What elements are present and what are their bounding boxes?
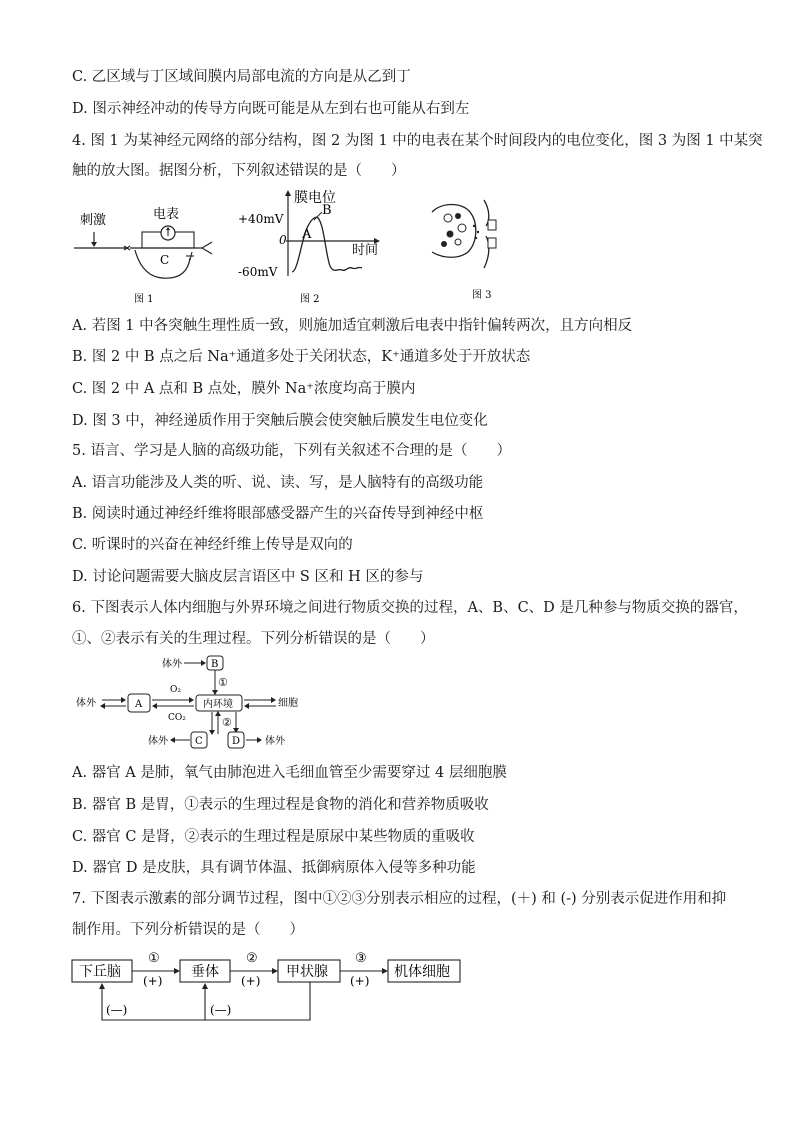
q6-internal-environment-label: 内环境 [203, 699, 233, 710]
q7-plus-3: (+) [350, 974, 370, 988]
q3-option-c: C. 乙区域与丁区域间膜内局部电流的方向是从乙到丁 [72, 69, 411, 85]
q7-hypothalamus-label: 下丘脑 [79, 964, 121, 980]
fig2-point-a: A [302, 227, 312, 242]
fig2-y-label: 膜电位 [294, 190, 336, 206]
fig1-stimulus-label: 刺激 [80, 213, 107, 228]
q6-co2-label: CO₂ [168, 713, 186, 723]
fig1-caption: 图 1 [134, 294, 154, 305]
q6-organ-b-label: B [211, 659, 219, 670]
q7-pituitary-label: 垂体 [191, 964, 219, 980]
q4-stem-line1: 4. 图 1 为某神经元网络的部分结构，图 2 为图 1 中的电表在某个时间段内的电位变化，图 3 为图 1 中某突 [72, 133, 763, 149]
q6-organ-a-label: A [135, 699, 143, 710]
q6-outside-left: 体外 [76, 698, 96, 709]
q6-organ-d-label: D [232, 736, 241, 747]
fig3-presynaptic-terminal [432, 205, 476, 258]
q6-option-d: D. 器官 D 是皮肤，具有调节体温、抵御病原体入侵等多种功能 [72, 860, 476, 876]
fig2-x-label: 时间 [352, 243, 379, 258]
q6-outside-top: 体外 [162, 659, 182, 670]
q6-outside-c: 体外 [148, 736, 168, 747]
q7-step-2: ② [246, 951, 258, 966]
q6-process-2: ② [222, 716, 232, 729]
q4-figure-3 [428, 196, 528, 306]
q7-minus-2: (—) [210, 1003, 232, 1017]
q6-organ-c-label: C [195, 736, 203, 747]
fig1-meter-label: 电表 [153, 207, 180, 222]
q4-stem-line2: 触的放大图。据图分析，下列叙述错误的是（ ） [72, 163, 406, 179]
q6-o2-label: O₂ [170, 685, 181, 695]
q6-option-c: C. 器官 C 是肾，②表示的生理过程是原尿中某些物质的重吸收 [72, 829, 475, 845]
fig2-tick-zero: 0 [279, 233, 287, 247]
fig3-postsynaptic-membrane [484, 200, 489, 268]
q6-outside-d: 体外 [265, 736, 285, 747]
q4-option-a: A. 若图 1 中各突触生理性质一致，则施加适宜刺激后电表中指针偏转两次，且方向相反 [72, 318, 633, 334]
q6-exchange-diagram [72, 654, 332, 754]
q7-step-1: ① [148, 951, 160, 966]
q5-option-a: A. 语言功能涉及人类的听、说、读、写，是人脑特有的高级功能 [72, 475, 484, 491]
q5-option-d: D. 讨论问题需要大脑皮层言语区中 S 区和 H 区的参与 [72, 569, 424, 585]
q4-figure-1 [72, 198, 222, 306]
q7-step-3: ③ [355, 951, 367, 966]
q6-stem-line2: ①、②表示有关的生理过程。下列分析错误的是（ ） [72, 631, 435, 647]
q4-option-c: C. 图 2 中 A 点和 B 点处，膜外 Na⁺浓度均高于膜内 [72, 381, 416, 397]
q7-stem-line2: 制作用。下列分析错误的是（ ） [72, 922, 304, 938]
q7-body-cells-label: 机体细胞 [394, 964, 450, 980]
q7-thyroid-label: 甲状腺 [286, 964, 328, 980]
fig1-point-c: C [160, 253, 170, 267]
q4-option-b: B. 图 2 中 B 点之后 Na⁺通道多处于关闭状态，K⁺通道多处于开放状态 [72, 349, 531, 365]
q6-option-b: B. 器官 B 是胃，①表示的生理过程是食物的消化和营养物质吸收 [72, 797, 489, 813]
q7-stem-line1: 7. 下图表示激素的部分调节过程，图中①②③分别表示相应的过程，(＋) 和 (-) 分别表示促进作用和抑 [72, 891, 727, 907]
q7-minus-1: (—) [106, 1003, 128, 1017]
q3-option-d: D. 图示神经冲动的传导方向既可能是从左到右也可能从右到左 [72, 101, 470, 117]
fig2-point-b: B [322, 203, 332, 218]
q7-plus-2: (+) [241, 974, 261, 988]
q5-stem: 5. 语言、学习是人脑的高级功能，下列有关叙述不合理的是（ ） [72, 443, 511, 459]
q4-option-d: D. 图 3 中，神经递质作用于突触后膜会使突触后膜发生电位变化 [72, 413, 488, 429]
fig3-caption: 图 3 [472, 290, 492, 301]
q7-plus-1: (+) [143, 974, 163, 988]
q6-option-a: A. 器官 A 是肺，氧气由肺泡进入毛细血管至少需要穿过 4 层细胞膜 [72, 765, 507, 781]
fig2-tick-minus60: -60mV [238, 265, 278, 279]
q4-figure-2 [236, 186, 396, 308]
q6-process-1: ① [218, 676, 228, 689]
fig2-caption: 图 2 [300, 294, 320, 305]
q6-stem-line1: 6. 下图表示人体内细胞与外界环境之间进行物质交换的过程，A、B、C、D 是几种参与物质交换的器官， [72, 600, 748, 616]
q7-hormone-regulation-diagram [70, 948, 470, 1024]
q5-option-b: B. 阅读时通过神经纤维将眼部感受器产生的兴奋传导到神经中枢 [72, 506, 484, 522]
q6-cell-label: 细胞 [278, 698, 298, 709]
fig2-tick-plus40: +40mV [238, 212, 284, 226]
q5-option-c: C. 听课时的兴奋在神经纤维上传导是双向的 [72, 537, 353, 553]
